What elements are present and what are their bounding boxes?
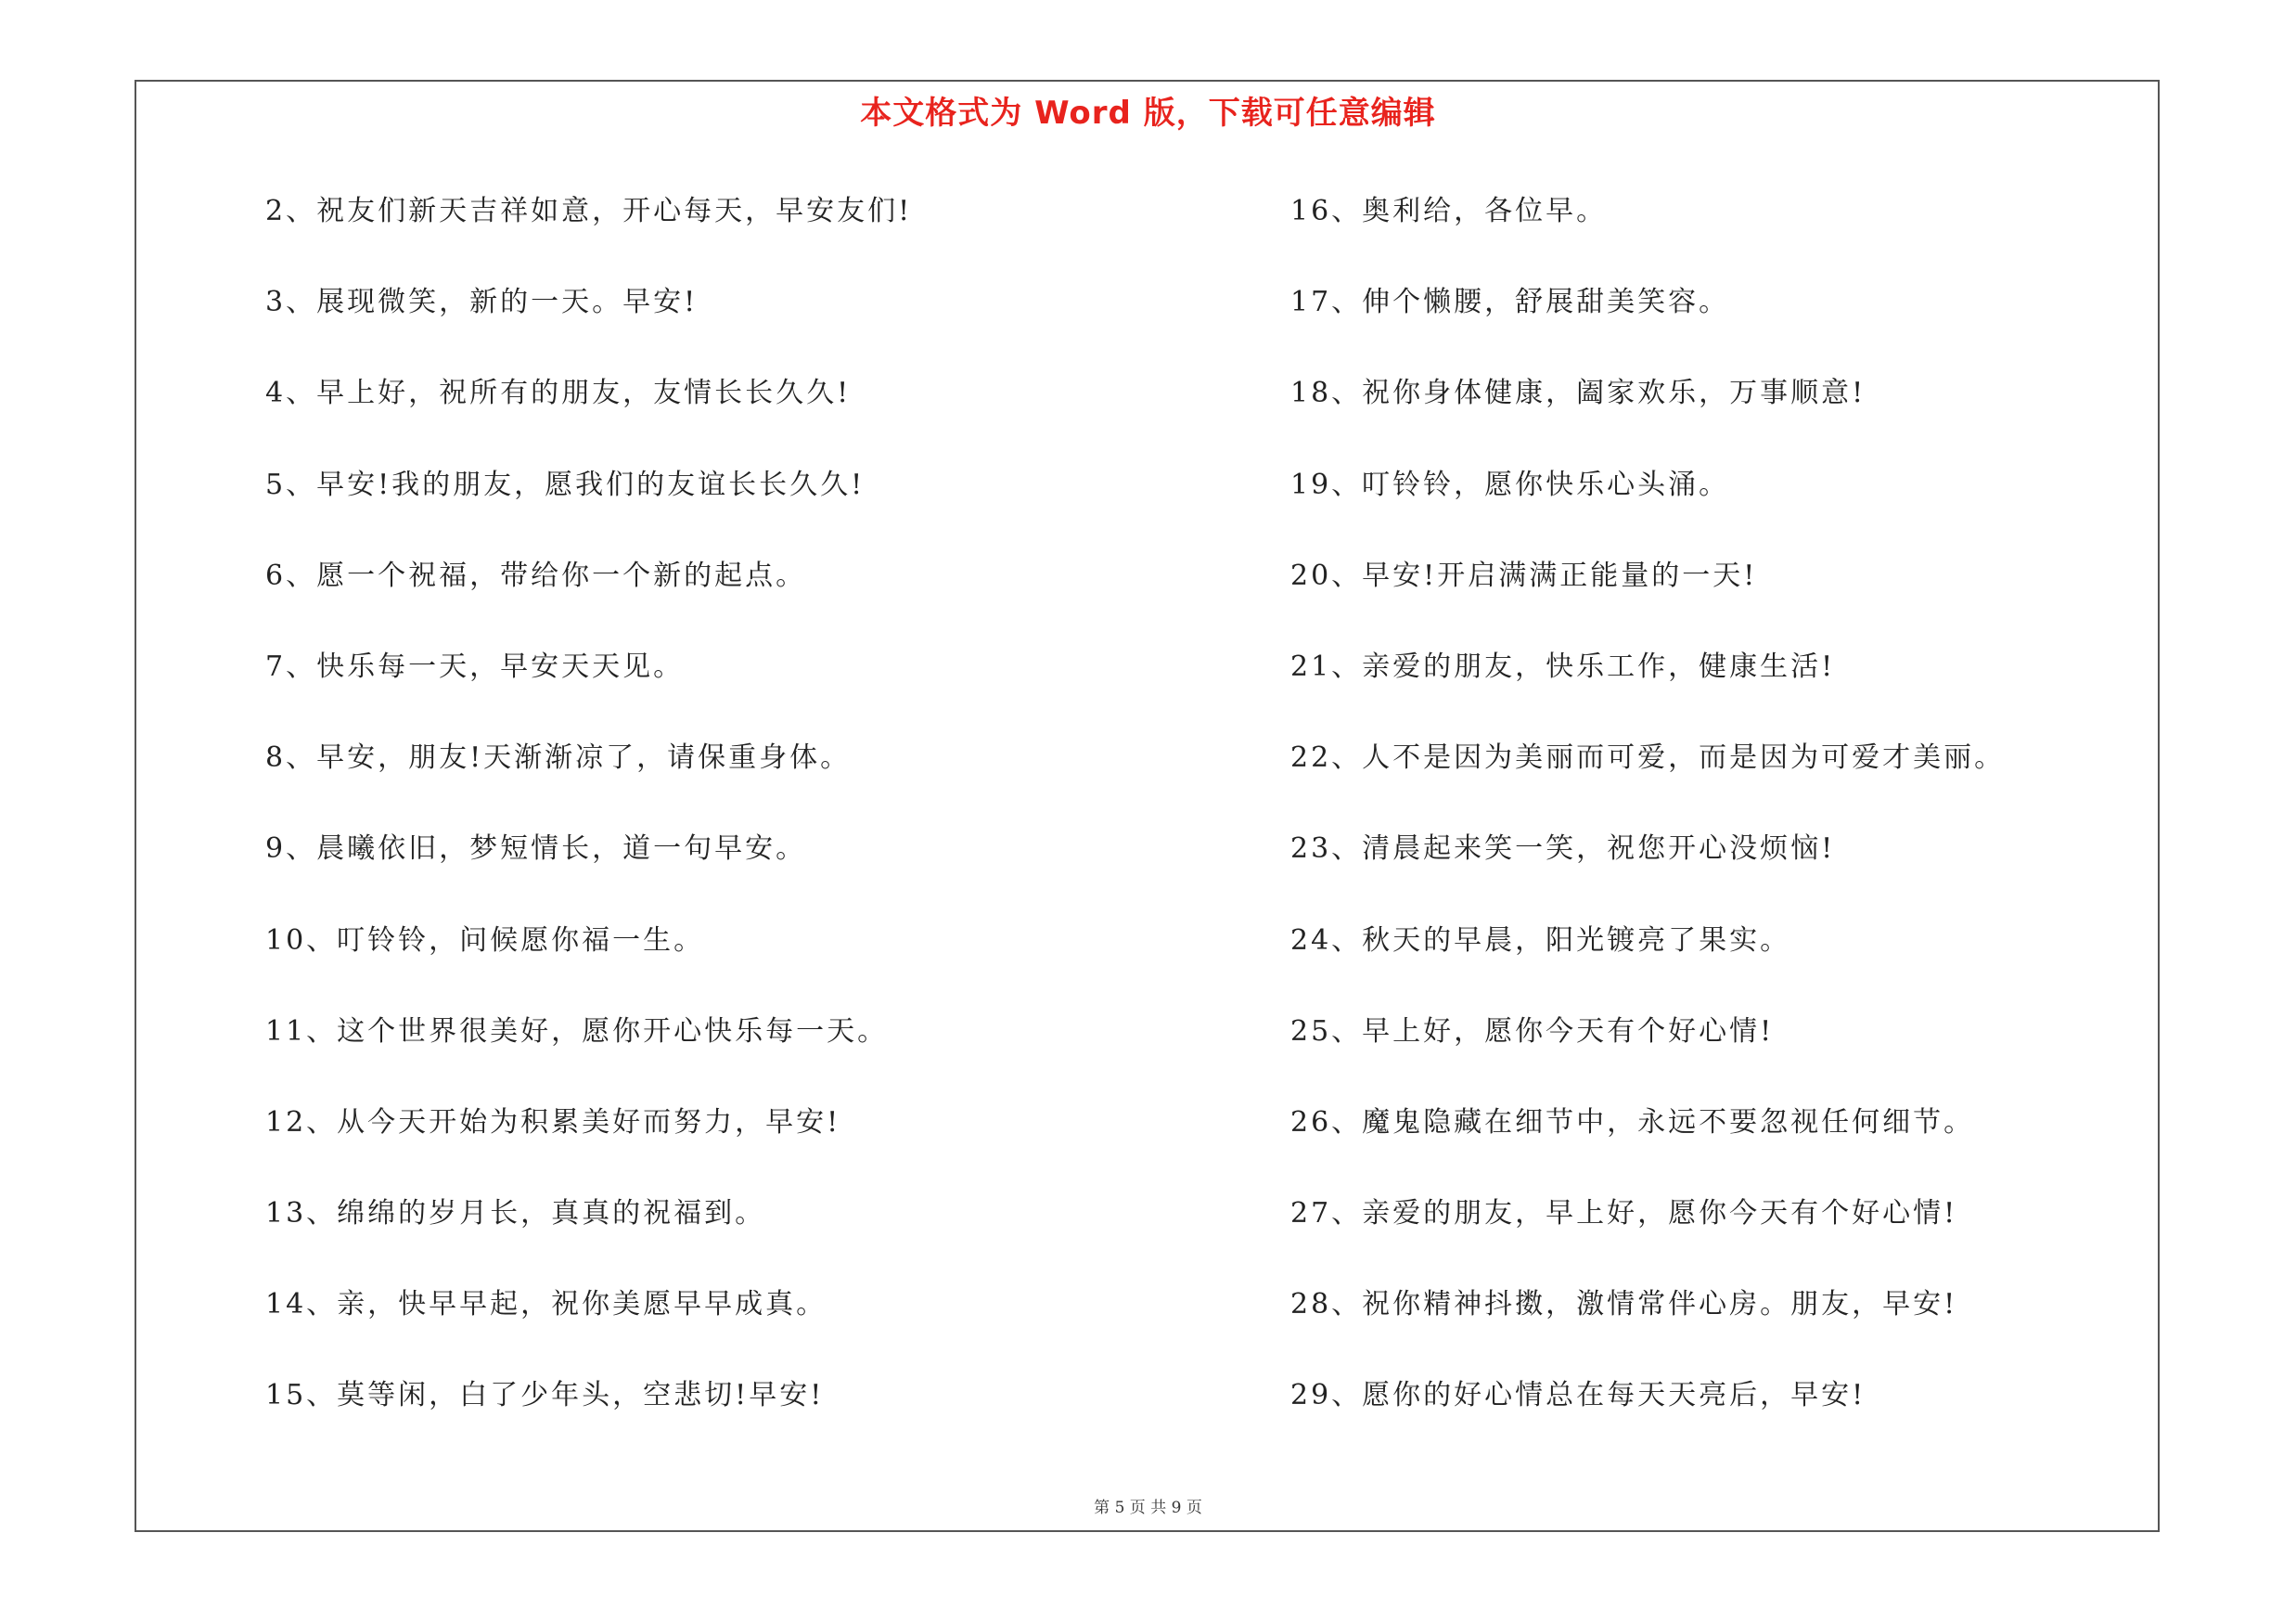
- list-item: 16、奥利给，各位早。: [1290, 195, 1608, 227]
- document-banner: 本文格式为 Word 版，下载可任意编辑: [860, 95, 1436, 132]
- list-item: 13、绵绵的岁月长，真真的祝福到。: [265, 1197, 766, 1230]
- list-item: 29、愿你的好心情总在每天天亮后，早安!: [1290, 1379, 1866, 1412]
- list-item: 2、祝友们新天吉祥如意，开心每天，早安友们!: [265, 195, 913, 227]
- list-item: 4、早上好，祝所有的朋友，友情长长久久!: [265, 377, 852, 410]
- list-item: 15、莫等闲，白了少年头，空悲切!早安!: [265, 1379, 825, 1412]
- list-item: 8、早安，朋友!天渐渐凉了，请保重身体。: [265, 741, 852, 775]
- list-item: 21、亲爱的朋友，快乐工作，健康生活!: [1290, 650, 1836, 683]
- right-column: [1290, 186, 2125, 1462]
- list-item: 19、叮铃铃，愿你快乐心头涌。: [1290, 468, 1730, 501]
- list-item: 3、展现微笑，新的一天。早安!: [265, 286, 699, 319]
- list-item: 27、亲爱的朋友，早上好，愿你今天有个好心情!: [1290, 1197, 1958, 1230]
- list-item: 6、愿一个祝福，带给你一个新的起点。: [265, 559, 807, 592]
- list-item: 25、早上好，愿你今天有个好心情!: [1290, 1014, 1775, 1048]
- list-item: 17、伸个懒腰，舒展甜美笑容。: [1290, 286, 1730, 319]
- list-item: 22、人不是因为美丽而可爱，而是因为可爱才美丽。: [1290, 741, 2006, 775]
- page-number-footer: 第 5 页 共 9 页: [1094, 1499, 1202, 1517]
- list-item: 26、魔鬼隐藏在细节中，永远不要忽视任何细节。: [1290, 1105, 1975, 1139]
- list-item: 10、叮铃铃，问候愿你福一生。: [265, 923, 705, 957]
- left-column: [265, 186, 1239, 1462]
- list-item: 14、亲，快早早起，祝你美愿早早成真。: [265, 1288, 827, 1321]
- list-item: 7、快乐每一天，早安天天见。: [265, 650, 685, 683]
- list-item: 12、从今天开始为积累美好而努力，早安!: [265, 1105, 841, 1139]
- list-item: 18、祝你身体健康，阖家欢乐，万事顺意!: [1290, 377, 1866, 410]
- list-item: 5、早安!我的朋友，愿我们的友谊长长久久!: [265, 468, 866, 501]
- list-item: 23、清晨起来笑一笑，祝您开心没烦恼!: [1290, 832, 1836, 866]
- list-item: 28、祝你精神抖擞，激情常伴心房。朋友，早安!: [1290, 1288, 1958, 1321]
- list-item: 9、晨曦依旧，梦短情长，道一句早安。: [265, 832, 807, 866]
- list-item: 20、早安!开启满满正能量的一天!: [1290, 559, 1758, 592]
- list-item: 11、这个世界很美好，愿你开心快乐每一天。: [265, 1014, 889, 1048]
- list-item: 24、秋天的早晨，阳光镀亮了果实。: [1290, 923, 1791, 957]
